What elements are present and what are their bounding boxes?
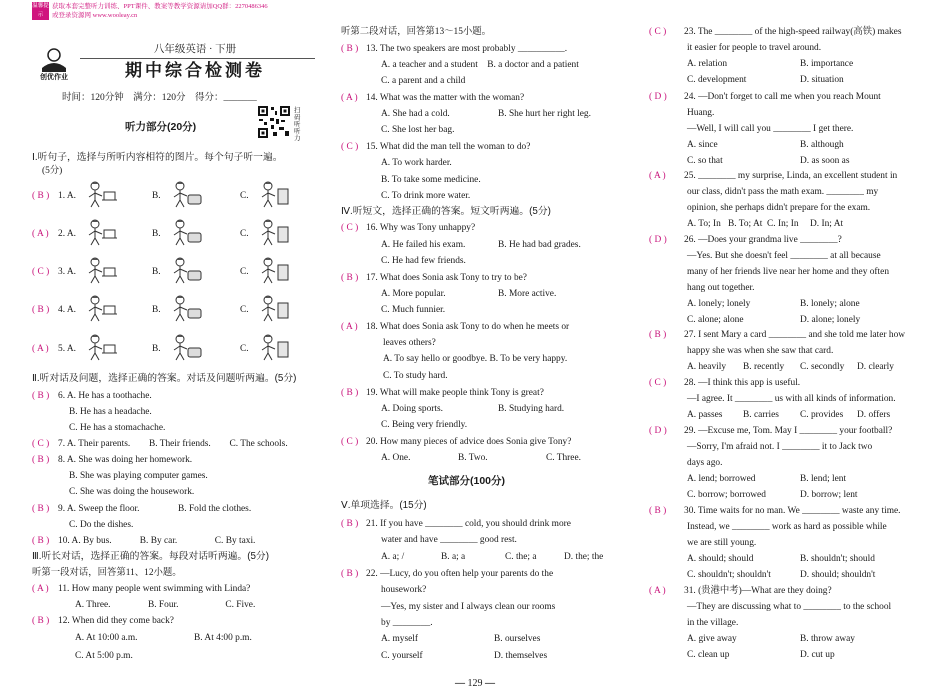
- q31-line-1: 31. (贵港中考)—What are they doing?: [684, 586, 832, 596]
- answer-7: ( C ): [32, 439, 50, 449]
- q14-option-b: B. She hurt her right leg.: [498, 109, 591, 119]
- q31-option-b: B. throw away: [800, 634, 855, 644]
- q22-line-2: housework?: [381, 585, 427, 595]
- q26-option-b: B. lonely; alone: [800, 299, 860, 309]
- q17-stem: 17. What does Sonia ask Tony to try to be?: [366, 273, 527, 283]
- q15-option-a: A. To work harder.: [381, 158, 452, 168]
- q29-option-b: B. lend; lent: [800, 474, 847, 484]
- person-with-boxes-icon: [253, 180, 291, 208]
- q30-option-a: A. should; should: [687, 554, 754, 564]
- pic-option-a-label: 5. A.: [58, 344, 76, 354]
- part2-title: Ⅱ.听对话及问题，选择正确的答案。对话及问题听两遍。(5分): [32, 373, 297, 384]
- listening-heading: 听力部分(20分): [125, 121, 197, 133]
- q24-line-1: 24. —Don't forget to call me when you reach Mount: [684, 92, 881, 102]
- q21-option-a: A. a; /: [381, 552, 405, 562]
- girl-sweeping-icon: [80, 294, 118, 322]
- answer-24: ( D ): [649, 92, 667, 102]
- q15-option-b: B. To take some medicine.: [381, 175, 481, 185]
- q8-option-a: 8. A. She was doing her homework.: [58, 455, 193, 465]
- answer-30: ( B ): [649, 506, 667, 516]
- answer-22: ( B ): [341, 569, 359, 579]
- qr-code-icon: [257, 105, 291, 139]
- q30-line-1: 30. Time waits for no man. We ________ waste any time.: [684, 506, 901, 516]
- q28-option-b: B. carries: [743, 410, 779, 420]
- q31-option-a: A. give away: [687, 634, 737, 644]
- q13-options-ab: A. a teacher and a student B. a doctor and a patient: [381, 60, 579, 70]
- part5-title: Ⅴ.单项选择。(15分): [341, 500, 427, 511]
- q23-option-b: B. importance: [800, 59, 854, 69]
- q27-line-1: 27. I sent Mary a card ________ and she told me later how: [684, 330, 906, 340]
- q20-stem: 20. How many pieces of advice does Sonia give Tony?: [366, 437, 572, 447]
- boy-icon: [165, 218, 203, 246]
- q27-line-2: happy she was when she saw that card.: [687, 346, 834, 356]
- q16-option-a: A. He failed his exam.: [381, 240, 466, 250]
- q23-line-2: it easier for people to travel around.: [687, 43, 822, 53]
- answer-21: ( B ): [341, 519, 359, 529]
- q12-option-c: C. At 5:00 p.m.: [75, 651, 133, 661]
- answer-29: ( D ): [649, 426, 667, 436]
- q15-option-c: C. To drink more water.: [381, 191, 471, 201]
- answer-23: ( C ): [649, 27, 667, 37]
- q19-option-c: C. Being very friendly.: [381, 420, 468, 430]
- q26-line-1: 26. —Does your grandma live ________?: [684, 235, 842, 245]
- q17-option-a: A. More popular.: [381, 289, 446, 299]
- q29-option-a: A. lend; borrowed: [687, 474, 756, 484]
- q23-option-a: A. relation: [687, 59, 728, 69]
- part1-score: (5分): [42, 166, 63, 176]
- q18-stem: 18. What does Sonia ask Tony to do when he meets or: [366, 322, 570, 332]
- q25-line-3: opinion, she perhaps didn't prepare for the exam.: [687, 203, 871, 213]
- pic-option-c-label: C.: [240, 229, 249, 239]
- q10-options: 10. A. By bus. B. By car. C. By taxi.: [58, 536, 256, 546]
- q25-line-1: 25. ________ my surprise, Linda, an excellent student in: [684, 171, 898, 181]
- pic-option-a-label: 1. A.: [58, 191, 76, 201]
- q28-option-c: C. provides: [800, 410, 844, 420]
- pic-option-a-label: 2. A.: [58, 229, 76, 239]
- answer-25: ( A ): [649, 171, 666, 181]
- girl-icon: [80, 218, 118, 246]
- q26-option-d: D. alone; lonely: [800, 315, 861, 325]
- q24-option-b: B. although: [800, 140, 844, 150]
- page-number-value: 129: [467, 678, 483, 689]
- q9-option-b: B. Fold the clothes.: [178, 504, 252, 514]
- exam-title: 期中综合检测卷: [125, 61, 265, 80]
- q11-options: A. Three. B. Four. C. Five.: [75, 600, 256, 610]
- q20-option-c: C. Three.: [546, 453, 581, 463]
- q22-option-c: C. yourself: [381, 651, 423, 661]
- q21-line-2: water and have ________ good rest.: [381, 535, 517, 545]
- q28-option-d: D. offers: [857, 410, 891, 420]
- pic-option-b-label: B.: [152, 191, 161, 201]
- q17-option-b: B. More active.: [498, 289, 557, 299]
- q20-option-a: A. One.: [381, 453, 411, 463]
- q25-option-b: B. To; At: [728, 219, 763, 229]
- answer-17: ( B ): [341, 273, 359, 283]
- logo: [34, 42, 74, 82]
- part3-sub2: 听第二段对话，回答第13～15小题。: [341, 27, 492, 37]
- answer-20: ( C ): [341, 437, 359, 447]
- q28-line-1: 28. —I think this app is useful.: [684, 378, 801, 388]
- q20-option-b: B. Two.: [458, 453, 488, 463]
- q30-line-2: Instead, we ________ work as hard as possible while: [687, 522, 887, 532]
- q11-stem: 11. How many people went swimming with Linda?: [58, 584, 251, 594]
- q6-option-c: C. He has a stomachache.: [69, 423, 166, 433]
- q18-stem-2: leaves others?: [383, 338, 436, 348]
- answer-19: ( B ): [341, 388, 359, 398]
- girl-waving-icon: [253, 294, 291, 322]
- part1-title: Ⅰ.听句子，选择与所听内容相符的图片。每个句子听一遍。: [32, 152, 283, 163]
- q22-line-3: —Yes, my sister and I always clean our rooms: [381, 602, 556, 612]
- q13-stem: 13. The two speakers are most probably __________.: [366, 44, 568, 54]
- promo-line-1: 获取本套完整听力训练、PPT课件、教案等教学资源请加QQ群：2270486346: [52, 3, 268, 10]
- two-people-icon: [80, 256, 118, 284]
- person-by-car-icon: [165, 180, 203, 208]
- answer-1: ( B ): [32, 191, 50, 201]
- qr-code[interactable]: [257, 105, 291, 139]
- q8-option-b: B. She was playing computer games.: [69, 471, 208, 481]
- q12-option-a: A. At 10:00 a.m.: [75, 633, 138, 643]
- q14-option-c: C. She lost her bag.: [381, 125, 455, 135]
- person-at-computer-icon: [80, 180, 118, 208]
- q29-line-3: days ago.: [687, 458, 723, 468]
- q22-option-a: A. myself: [381, 634, 418, 644]
- written-heading: 笔试部分(100分): [428, 475, 506, 487]
- q14-stem: 14. What was the matter with the woman?: [366, 93, 525, 103]
- answer-14: ( A ): [341, 93, 358, 103]
- q26-line-4: hang out together.: [687, 283, 755, 293]
- person-sick-icon: [80, 333, 118, 361]
- q23-line-1: 23. The ________ of the high-speed railway(高铁) makes: [684, 27, 902, 37]
- girl-reading-icon: [253, 218, 291, 246]
- q12-option-b: B. At 4:00 p.m.: [194, 633, 252, 643]
- q22-line-1: 22. —Lucy, do you often help your parents do the: [366, 569, 554, 579]
- pic-option-b-label: B.: [152, 229, 161, 239]
- page-number: — 129 —: [455, 678, 495, 689]
- q21-option-c: C. the; a: [505, 552, 537, 562]
- answer-28: ( C ): [649, 378, 667, 388]
- q28-line-2: —I agree. It ________ us with all kinds of information.: [687, 394, 896, 404]
- answer-12: ( B ): [32, 616, 50, 626]
- answer-16: ( C ): [341, 223, 359, 233]
- subject-label: 八年级英语 · 下册: [153, 44, 237, 55]
- q25-option-a: A. To; In: [687, 219, 721, 229]
- q29-option-c: C. borrow; borrowed: [687, 490, 766, 500]
- q23-option-d: D. situation: [800, 75, 844, 85]
- q26-option-c: C. alone; alone: [687, 315, 744, 325]
- answer-15: ( C ): [341, 142, 359, 152]
- q29-line-1: 29. —Excuse me, Tom. May I ________ your football?: [684, 426, 893, 436]
- q16-option-b: B. He had bad grades.: [498, 240, 581, 250]
- answer-10: ( B ): [32, 536, 50, 546]
- person-with-plant-icon: [253, 256, 291, 284]
- pic-option-c-label: C.: [240, 267, 249, 277]
- q24-option-c: C. so that: [687, 156, 723, 166]
- q14-option-a: A. She had a cold.: [381, 109, 450, 119]
- answer-2: ( A ): [32, 229, 49, 239]
- q29-line-2: —Sorry, I'm afraid not. I ________ it to Jack two: [687, 442, 873, 452]
- answer-8: ( B ): [32, 455, 50, 465]
- q8-option-c: C. She was doing the housework.: [69, 487, 195, 497]
- q6-option-b: B. He has a headache.: [69, 407, 152, 417]
- q24-line-2: Huang.: [687, 108, 715, 118]
- q18-option-c: C. To study hard.: [383, 371, 448, 381]
- q21-option-b: B. a; a: [441, 552, 466, 562]
- q27-option-c: C. secondly: [800, 362, 845, 372]
- q26-option-a: A. lonely; lonely: [687, 299, 751, 309]
- q22-option-d: D. themselves: [494, 651, 548, 661]
- q19-option-b: B. Studying hard.: [498, 404, 565, 414]
- answer-11: ( A ): [32, 584, 49, 594]
- answer-27: ( B ): [649, 330, 667, 340]
- exam-meta: 时间：120分钟 满分：120分 得分：_______: [62, 93, 257, 103]
- part4-title: Ⅳ.听短文，选择正确的答案。短文听两遍。(5分): [341, 206, 551, 217]
- answer-13: ( B ): [341, 44, 359, 54]
- arm-bandage-icon: [253, 333, 291, 361]
- answer-9: ( B ): [32, 504, 50, 514]
- q29-option-d: D. borrow; lent: [800, 490, 858, 500]
- boy-standing-icon: [165, 294, 203, 322]
- q13-option-c: C. a parent and a child: [381, 76, 466, 86]
- pic-option-b-label: B.: [152, 305, 161, 315]
- q9-option-a: 9. A. Sweep the floor.: [58, 504, 140, 514]
- q25-option-d: D. In; At: [810, 219, 844, 229]
- q28-option-a: A. passes: [687, 410, 723, 420]
- pic-option-b-label: B.: [152, 344, 161, 354]
- q26-line-2: —Yes. But she doesn't feel ________ at all because: [687, 251, 881, 261]
- answer-4: ( B ): [32, 305, 50, 315]
- answer-6: ( B ): [32, 391, 50, 401]
- pic-option-a-label: 3. A.: [58, 267, 76, 277]
- q24-option-a: A. since: [687, 140, 718, 150]
- pic-option-c-label: C.: [240, 191, 249, 201]
- logo-text: 创优作业: [40, 74, 68, 81]
- q6-option-a: 6. A. He has a toothache.: [58, 391, 152, 401]
- q15-stem: 15. What did the man tell the woman to do?: [366, 142, 531, 152]
- q21-option-d: D. the; the: [564, 552, 604, 562]
- pic-option-c-label: C.: [240, 305, 249, 315]
- q22-line-4: by ________.: [381, 618, 433, 628]
- q24-option-d: D. as soon as: [800, 156, 850, 166]
- pic-option-a-label: 4. A.: [58, 305, 76, 315]
- q16-stem: 16. Why was Tony unhappy?: [366, 223, 476, 233]
- boy-with-ball-icon: [165, 333, 203, 361]
- q25-line-2: our class, didn't pass the math exam. ________ my: [687, 187, 879, 197]
- q7-options: 7. A. Their parents. B. Their friends. C. The schools.: [58, 439, 288, 449]
- answer-26: ( D ): [649, 235, 667, 245]
- promo-line-2[interactable]: 或登录资源网 www.wooleay.cn: [52, 12, 138, 19]
- answer-31: ( A ): [649, 586, 666, 596]
- q24-line-3: —Well, I will call you ________ I get there.: [687, 124, 854, 134]
- q30-line-3: we are still young.: [687, 538, 757, 548]
- q19-option-a: A. Doing sports.: [381, 404, 443, 414]
- q22-option-b: B. ourselves: [494, 634, 541, 644]
- q31-line-2: —They are discussing what to ________ to the school: [687, 602, 892, 612]
- promo-badge: 温馨提示: [32, 3, 49, 18]
- q31-option-c: C. clean up: [687, 650, 730, 660]
- q23-option-c: C. development: [687, 75, 747, 85]
- q19-stem: 19. What will make people think Tony is great?: [366, 388, 544, 398]
- q30-option-b: B. shouldn't; should: [800, 554, 875, 564]
- q27-option-b: B. recently: [743, 362, 785, 372]
- person-at-table-icon: [165, 256, 203, 284]
- q30-option-c: C. shouldn't; shouldn't: [687, 570, 771, 580]
- answer-5: ( A ): [32, 344, 49, 354]
- q21-line-1: 21. If you have ________ cold, you should drink more: [366, 519, 571, 529]
- part3-sub1: 听第一段对话，回答第11、12小题。: [32, 568, 182, 578]
- q9-option-c: C. Do the dishes.: [69, 520, 134, 530]
- q27-option-d: D. clearly: [857, 362, 894, 372]
- part3-title: Ⅲ.听长对话，选择正确的答案。每段对话听两遍。(5分): [32, 551, 269, 562]
- q25-option-c: C. In; In: [767, 219, 799, 229]
- answer-18: ( A ): [341, 322, 358, 332]
- q27-option-a: A. heavily: [687, 362, 727, 372]
- qr-caption: 扫码听听力: [294, 107, 301, 142]
- q18-options-ab: A. To say hello or goodbye. B. To be very happy.: [383, 354, 568, 364]
- q31-line-3: in the village.: [687, 618, 739, 628]
- q31-option-d: D. cut up: [800, 650, 835, 660]
- answer-3: ( C ): [32, 267, 50, 277]
- q26-line-3: many of her friends live near her home and they often: [687, 267, 890, 277]
- q16-option-c: C. He had few friends.: [381, 256, 466, 266]
- q30-option-d: D. should; shouldn't: [800, 570, 876, 580]
- pic-option-b-label: B.: [152, 267, 161, 277]
- pic-option-c-label: C.: [240, 344, 249, 354]
- q17-option-c: C. Much funnier.: [381, 305, 446, 315]
- q12-stem: 12. When did they come back?: [58, 616, 174, 626]
